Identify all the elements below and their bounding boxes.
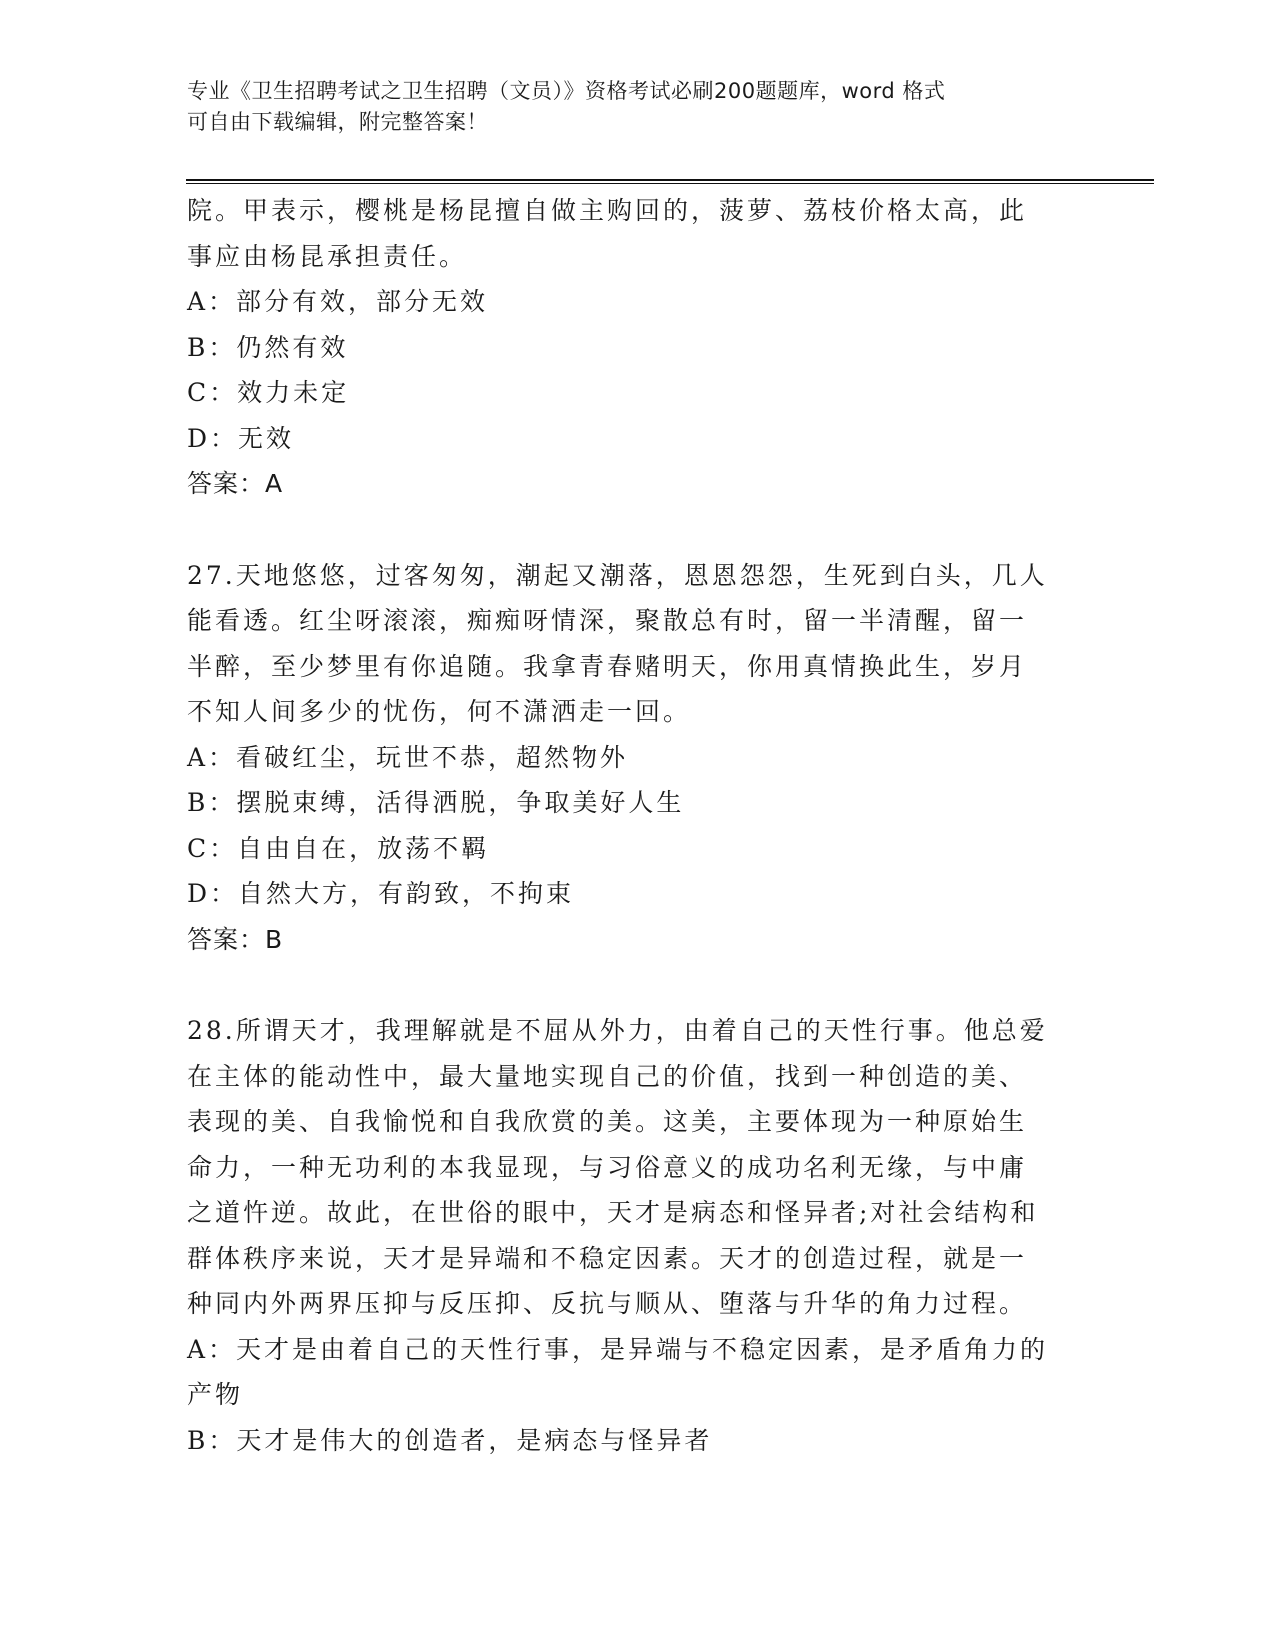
question-stem-line: 院。甲表示，樱桃是杨昆擅自做主购回的，菠萝、荔枝价格太高，此	[187, 196, 1028, 225]
answer-line: 答案：B	[187, 924, 284, 954]
option-b: B：摆脱束缚，活得洒脱，争取美好人生	[187, 788, 685, 817]
question-stem-line: 之道忤逆。故此，在世俗的眼中，天才是病态和怪异者;对社会结构和	[187, 1198, 1039, 1227]
question-stem-line: 种同内外两界压抑与反压抑、反抗与顺从、堕落与升华的角力过程。	[187, 1289, 1028, 1318]
header-title-line-2: 可自由下载编辑，附完整答案！	[187, 110, 488, 134]
question-stem-line: 能看透。红尘呀滚滚，痴痴呀情深，聚散总有时，留一半清醒，留一	[187, 606, 1028, 635]
question-stem-line: 群体秩序来说，天才是异端和不稳定因素。天才的创造过程，就是一	[187, 1243, 1028, 1273]
option-b: B：天才是伟大的创造者，是病态与怪异者	[187, 1425, 713, 1455]
option-d: D：自然大方，有韵致，不拘束	[187, 879, 575, 908]
spacer	[187, 962, 1087, 1008]
option-a: A：看破红尘，玩世不恭，超然物外	[187, 742, 629, 772]
question-27-block	[187, 553, 1087, 963]
question-26-block	[187, 188, 1087, 507]
option-c: C：效力未定	[187, 378, 350, 407]
document-body	[187, 188, 1087, 1463]
question-stem-line: 27.天地悠悠，过客匆匆，潮起又潮落，恩恩怨怨，生死到白头，几人	[187, 560, 1048, 590]
question-stem-line: 命力，一种无功利的本我显现，与习俗意义的成功名利无缘，与中庸	[187, 1152, 1028, 1182]
spacer	[187, 507, 1087, 553]
question-stem-line: 不知人间多少的忧伤，何不潇洒走一回。	[187, 697, 692, 726]
page-header	[187, 76, 1067, 138]
option-d: D：无效	[187, 423, 295, 453]
header-title-line-1: 专业《卫生招聘考试之卫生招聘（文员）》资格考试必刷200题题库，word 格式	[187, 79, 946, 103]
question-28-block	[187, 1008, 1087, 1463]
option-a: A：部分有效，部分无效	[187, 287, 489, 316]
question-stem-line: 半醉，至少梦里有你追随。我拿青春赌明天，你用真情换此生，岁月	[187, 651, 1028, 681]
option-b: B：仍然有效	[187, 332, 349, 362]
option-a: A：天才是由着自己的天性行事，是异端与不稳定因素，是矛盾角力的	[187, 1334, 1049, 1364]
question-stem-line: 在主体的能动性中，最大量地实现自己的价值，找到一种创造的美、	[187, 1061, 1028, 1091]
option-c: C：自由自在，放荡不羁	[187, 833, 490, 863]
question-stem-line: 表现的美、自我愉悦和自我欣赏的美。这美，主要体现为一种原始生	[187, 1107, 1028, 1136]
question-stem-line: 28.所谓天才，我理解就是不屈从外力，由着自己的天性行事。他总爱	[187, 1016, 1048, 1045]
question-stem-line: 事应由杨昆承担责任。	[187, 241, 468, 271]
option-a-continued: 产物	[187, 1380, 244, 1409]
answer-line: 答案：A	[187, 469, 284, 498]
header-divider	[186, 179, 1154, 184]
